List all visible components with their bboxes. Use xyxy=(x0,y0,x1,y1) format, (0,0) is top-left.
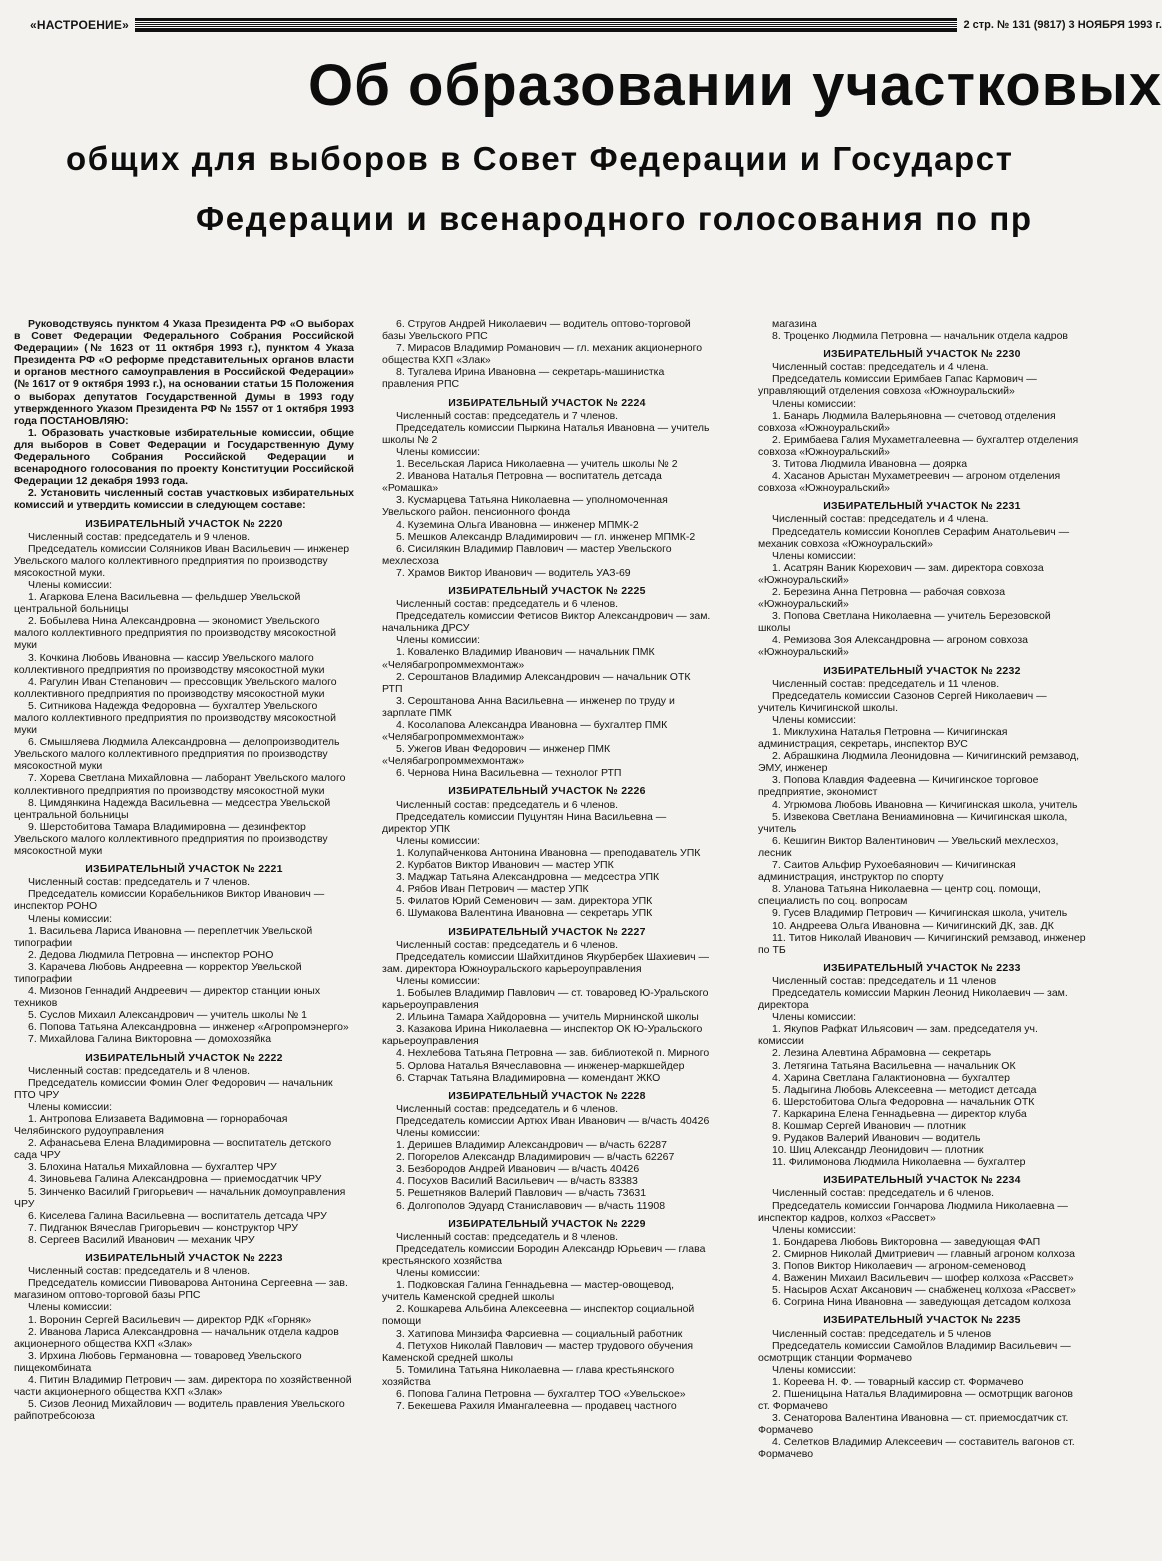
commission-member: 5. Насыров Асхат Аксанович — снабженец колхоза «Рассвет» xyxy=(772,1284,1077,1297)
commission-member: 1. Подковская Галина Геннадьевна — мастер-овощевод, учитель Каменской средней школы xyxy=(382,1279,675,1304)
commission-member: 7. Бекешева Рахиля Имангалеевна — продавец частного xyxy=(396,1400,677,1413)
commission-member: 9. Гусев Владимир Петрович — Кичигинская школа, учитель xyxy=(772,907,1068,920)
commission-member: 3. Кочкина Любовь Ивановна — кассир Увельского малого коллективного предприятия по производству мясокостной муки xyxy=(14,651,325,676)
commission-chair: Председатель комиссии Фомин Олег Федорович — начальник ПТО ЧРУ xyxy=(14,1076,333,1101)
commission-member: 2. Пшеницына Наталья Владимировна — осмотрщик вагонов ст. Формачево xyxy=(758,1387,1073,1413)
commission-member: 4. Хасанов Арыстан Мухаметреевич — агроном отделения совхоза «Южноуральский» xyxy=(758,470,1061,495)
newspaper-name: «НАСТРОЕНИЕ» xyxy=(30,18,129,32)
commission-member: 6. Киселева Галина Васильевна — воспитатель детсада ЧРУ xyxy=(28,1209,327,1222)
commission-member: 3. Сенаторова Валентина Ивановна — ст. приемосдатчик ст. Формачево xyxy=(758,1412,1069,1437)
headline-line-1: Об образовании участковых xyxy=(308,53,1162,118)
headline-line-2: общих для выборов в Совет Федерации и Государст xyxy=(66,140,1014,177)
commission-member: 4. Петухов Николай Павлович — мастер трудового обучения Каменской средней школы xyxy=(382,1339,694,1364)
precinct-title: ИЗБИРАТЕЛЬНЫЙ УЧАСТОК № 2229 xyxy=(448,1217,646,1230)
commission-member: 6. Кешигин Виктор Валентинович — Увельский мехлесхоз, лесник xyxy=(758,834,1059,859)
commission-member: 4. Рябов Иван Петрович — мастер УПК xyxy=(396,883,589,896)
commission-chair: Председатель комиссии Шайхитдинов Якурбербек Шахиевич — зам. директора Южноуральского карьероуправления xyxy=(382,950,710,975)
commission-member: 9. Рудаков Валерий Иванович — водитель xyxy=(772,1132,981,1145)
commission-member: 1. Воронин Сергей Васильевич — директор РДК «Горняк» xyxy=(28,1313,312,1326)
commission-member: 4. Угрюмова Любовь Ивановна — Кичигинская школа, учитель xyxy=(772,798,1078,811)
commission-member: 2. Кошкарева Альбина Алексеевна — инспектор социальной помощи xyxy=(382,1303,695,1328)
commission-member: 5. Мешков Александр Владимирович — гл. инженер МПМК-2 xyxy=(396,530,696,543)
commission-member: 9. Шерстобитова Тамара Владимировна — дезинфектор Увельского малого коллективного предприятия по производству мясокостной муки xyxy=(14,820,328,858)
commission-member: 3. Маджар Татьяна Александровна — медсестра УПК xyxy=(396,871,660,884)
commission-member: 2. Березина Анна Петровна — рабочая совхоза «Южноуральский» xyxy=(758,585,1006,611)
commission-size: Численный состав: председатель и 4 члена. xyxy=(772,513,989,526)
members-label: Члены комиссии: xyxy=(772,397,857,410)
commission-member: 4. Зиновьева Галина Александровна — приемосдатчик ЧРУ xyxy=(28,1173,322,1186)
members-label: Члены комиссии: xyxy=(772,713,857,726)
headline xyxy=(0,52,1162,282)
commission-member: 8. Кошмар Сергей Иванович — плотник xyxy=(772,1120,966,1132)
members-label: Члены комиссии: xyxy=(396,1127,481,1139)
commission-member: 10. Шиц Александр Леонидович — плотник xyxy=(772,1144,984,1157)
commission-size: Численный состав: председатель и 9 членов. xyxy=(28,530,251,543)
precinct-section xyxy=(382,1090,712,1212)
commission-member: 1. Якупов Рафкат Ильясович — зам. председателя уч. комиссии xyxy=(758,1023,1038,1048)
commission-size: Численный состав: председатель и 5 членов xyxy=(772,1327,992,1340)
commission-member: 1. Коваленко Владимир Иванович — начальник ПМК «Челябагропроммехмонтаж» xyxy=(382,646,655,671)
commission-size: Численный состав: председатель и 11 членов. xyxy=(772,677,1000,690)
commission-size: Численный состав: председатель и 8 членов. xyxy=(28,1265,251,1278)
members-label: Члены комиссии: xyxy=(772,1363,857,1376)
commission-member: 3. Попова Клавдия Фадеевна — Кичигинское торговое предприятие, экономист xyxy=(758,774,1039,799)
precinct-title: ИЗБИРАТЕЛЬНЫЙ УЧАСТОК № 2228 xyxy=(448,1089,646,1102)
precinct-title: ИЗБИРАТЕЛЬНЫЙ УЧАСТОК № 2224 xyxy=(448,396,646,409)
commission-member: 4. Харина Светлана Галактионовна — бухгалтер xyxy=(772,1071,1010,1084)
commission-size: Численный состав: председатель и 11 членов xyxy=(772,974,997,987)
members-label: Члены комиссии: xyxy=(772,1011,857,1024)
commission-member: 2. Бобылева Нина Александровна — экономист Увельского малого коллективного предприятия по производству мясокостной муки xyxy=(14,615,336,652)
commission-member: 5. Решетняков Валерий Павлович — в/часть 73631 xyxy=(396,1187,647,1200)
precinct-section xyxy=(14,1252,354,1422)
commission-member: 7. Каркарина Елена Геннадьевна — директор клуба xyxy=(772,1107,1027,1120)
commission-member: 8. Тугалева Ирина Ивановна — секретарь-машинистка правления РПС xyxy=(382,366,665,391)
precinct-section xyxy=(14,863,354,1045)
members-label: Члены комиссии: xyxy=(28,578,113,591)
commission-member: 3. Казакова Ирина Николаевна — инспектор ОК Ю-Уральского карьероуправления xyxy=(382,1023,703,1048)
precinct-title: ИЗБИРАТЕЛЬНЫЙ УЧАСТОК № 2220 xyxy=(85,517,283,530)
commission-member: 5. Томилина Татьяна Николаевна — глава крестьянского хозяйства xyxy=(382,1363,675,1388)
commission-chair: Председатель комиссии Еримбаев Гапас Кармович — управляющий отделения совхоза «Южноуральский» xyxy=(758,373,1037,398)
commission-member: 7. Храмов Виктор Иванович — водитель УАЗ-69 xyxy=(396,566,631,579)
issue-info: 2 стр. № 131 (9817) 3 НОЯБРЯ 1993 г. xyxy=(963,19,1162,31)
members-label: Члены комиссии: xyxy=(396,1267,481,1280)
precinct-section xyxy=(382,785,712,919)
commission-member: 2. Смирнов Николай Дмитриевич — главный агроном колхоза xyxy=(772,1247,1075,1260)
commission-member: 3. Попов Виктор Николаевич — агроном-семеновод xyxy=(772,1260,1026,1273)
members-label: Члены комиссии: xyxy=(28,912,113,925)
members-label: Члены комиссии: xyxy=(396,634,481,647)
commission-member: 4. Мизонов Геннадий Андреевич — директор станции юных техников xyxy=(14,985,321,1010)
commission-member: 6. Стругов Андрей Николаевич — водитель оптово-торговой базы Увельского РПС xyxy=(382,318,691,343)
commission-member: 1. Кореева Н. Ф. — товарный кассир ст. Формачево xyxy=(772,1375,1024,1388)
commission-member: 11. Титов Николай Иванович — Кичигинский ремзавод, инженер по ТБ xyxy=(758,931,1086,956)
commission-size: Численный состав: председатель и 4 члена. xyxy=(772,361,989,374)
commission-member: 6. Попова Галина Петровна — бухгалтер ТОО «Увельское» xyxy=(396,1387,686,1400)
commission-member: 7. Михайлова Галина Викторовна — домохозяйка xyxy=(28,1033,272,1046)
commission-chair: Председатель комиссии Коноплев Серафим Анатольевич — механик совхоза «Южноуральский» xyxy=(758,525,1070,550)
commission-member: 5. Зинченко Василий Григорьевич — начальник домоуправления ЧРУ xyxy=(14,1185,346,1210)
commission-member: 5. Ситникова Надежда Федоровна — бухгалтер Увельского малого коллективного предприятия по производству мясокостной муки xyxy=(14,699,336,737)
precinct-title: ИЗБИРАТЕЛЬНЫЙ УЧАСТОК № 2226 xyxy=(448,785,646,798)
commission-member: 3. Хатипова Минзифа Фарсиевна — социальный работник xyxy=(396,1327,683,1340)
commission-member: 6. Шумакова Валентина Ивановна — секретарь УПК xyxy=(396,907,653,920)
precinct-title: ИЗБИРАТЕЛЬНЫЙ УЧАСТОК № 2225 xyxy=(448,584,646,597)
precinct-section xyxy=(14,1052,354,1247)
commission-chair: Председатель комиссии Артюх Иван Иванович — в/часть 40426 xyxy=(396,1114,710,1127)
commission-size: Численный состав: председатель и 6 членов. xyxy=(396,1102,619,1115)
precinct-section xyxy=(758,500,1086,658)
precinct-section xyxy=(382,397,712,579)
commission-member: 1. Агаркова Елена Васильевна — фельдшер Увельской центральной больницы xyxy=(14,591,301,616)
precinct-section xyxy=(758,1314,1086,1460)
precinct-section xyxy=(382,926,712,1084)
commission-chair: Председатель комиссии Гончарова Людмила Николаевна — инспектор кадров, колхоз «Рассвет» xyxy=(758,1199,1068,1224)
commission-size: Численный состав: председатель и 6 членов. xyxy=(396,798,619,811)
commission-member: 7. Хорева Светлана Михайловна — лаборант Увельского малого коллективного предприятия по производству мясокостной муки xyxy=(14,772,346,797)
commission-member: 8. Уланова Татьяна Николаевна — центр соц. помощи, специалисть по соц. вопросам xyxy=(758,883,1041,908)
commission-chair: Председатель комиссии Соляников Иван Васильевич — инженер Увельского малого коллективного предприятия по производству мясокостной муки. xyxy=(14,542,350,579)
commission-member: 2. Абрашкина Людмила Леонидовна — Кичигинский ремзавод, ЭМУ, инженер xyxy=(758,750,1080,775)
commission-chair: Председатель комиссии Маркин Леонид Николаевич — зам. директора xyxy=(758,986,1068,1012)
commission-member: 5. Сизов Леонид Михайлович — водитель правления Увельского райпотребсоюза xyxy=(14,1398,345,1423)
commission-member: 2. Дедова Людмила Петровна — инспектор РОНО xyxy=(28,948,274,961)
commission-member: 6. Чернова Нина Васильевна — технолог РТП xyxy=(396,767,622,780)
commission-member: 8. Цимдянкина Надежда Васильевна — медсестра Увельской центральной больницы xyxy=(14,796,331,821)
members-label: Члены комиссии: xyxy=(28,1100,113,1113)
commission-member: 3. Карачева Любовь Андреевна — корректор Увельской типографии xyxy=(14,960,302,985)
header-rule xyxy=(135,18,958,32)
commission-member: 3. Попова Светлана Николаевна — учитель Березовской школы xyxy=(758,610,1051,635)
commission-size: Численный состав: председатель и 6 членов. xyxy=(772,1187,995,1200)
commission-chair: Председатель комиссии Корабельников Виктор Иванович — инспектор РОНО xyxy=(14,888,325,913)
commission-member: 2. Иванова Наталья Петровна — воспитатель детсада «Ромашка» xyxy=(382,470,662,495)
commission-member: 2. Курбатов Виктор Иванович — мастер УПК xyxy=(396,859,614,872)
commission-member: 1. Колупайченкова Антонина Ивановна — преподаватель УПК xyxy=(396,846,701,859)
precinct-title: ИЗБИРАТЕЛЬНЫЙ УЧАСТОК № 2230 xyxy=(823,348,1021,361)
commission-member: 4. Нехлебова Татьяна Петровна — зав. библиотекой п. Мирного xyxy=(396,1047,710,1060)
decree-paragraph: 1. Образовать участковые избирательные комиссии, общие для выборов в Совет Федерации и Государственную Думу Федерального Собрания Российской Федерации и всенародного голосования по проекту Конституции Российской Федерации 12 декабря 1993 года. xyxy=(14,426,354,488)
commission-chair: Председатель комиссии Сазонов Сергей Николаевич — учитель Кичигинской школы. xyxy=(758,689,1047,714)
precinct-section xyxy=(758,962,1086,1169)
commission-member: 3. Титова Людмила Ивановна — доярка xyxy=(772,458,968,471)
commission-member: 2. Ильина Тамара Хайдоровна — учитель Мирнинской школы xyxy=(396,1011,699,1024)
decree-paragraph: Руководствуясь пунктом 4 Указа Президента РФ «О выборах в Совет Федерации Федерального Собрания Российской Федерации» (№ 1623 от 11 октября 1993 г.), пунктом 4 Указа Президента РФ «О реформе представительных органов власти и органов местного самоуправления в Российской Федерации» (№ 1617 от 9 октября 1993 г.), на основании статьи 15 Положения о выборах депутатов Государственной Думы в 1993 году утвержденного Указом Президента РФ № 1557 от 1 октября 1993 года ПОСТАНОВЛЯЮ: xyxy=(14,318,354,427)
commission-member: 4. Рагулин Иван Степанович — прессовщик Увельского малого коллективного предприятия по производству мясокостной муки xyxy=(14,675,337,700)
commission-size: Численный состав: председатель и 6 членов. xyxy=(396,938,619,951)
commission-member: 7. Мирасов Владимир Романович — гл. механик акционерного общества КХП «Злак» xyxy=(382,342,703,367)
members-label: Члены комиссии: xyxy=(772,1223,857,1236)
commission-member: 1. Весельская Лариса Николаевна — учитель школы № 2 xyxy=(396,458,678,471)
commission-member: 4. Важенин Михаил Васильевич — шофер колхоза «Рассвет» xyxy=(772,1272,1074,1285)
commission-member: 1. Бондарева Любовь Викторовна — заведующая ФАП xyxy=(772,1235,1041,1248)
commission-member: 1. Деришев Владимир Александрович — в/часть 62287 xyxy=(396,1139,667,1152)
precinct-section xyxy=(758,1174,1086,1308)
commission-member: 1. Миклухина Наталья Петровна — Кичигинская администрация, секретарь, инспектор ВУС xyxy=(758,726,1008,751)
commission-chair: Председатель комиссии Пуцунтян Нина Васильевна — директор УПК xyxy=(382,810,667,835)
precinct-section xyxy=(382,1218,712,1413)
commission-member: 2. Погорелов Александр Владимирович — в/часть 62267 xyxy=(396,1151,675,1164)
members-label: Члены комиссии: xyxy=(772,549,857,562)
precinct-title: ИЗБИРАТЕЛЬНЫЙ УЧАСТОК № 2232 xyxy=(823,664,1021,677)
commission-member: магазина xyxy=(772,318,817,330)
commission-member: 3. Блохина Наталья Михайловна — бухгалтер ЧРУ xyxy=(28,1161,277,1174)
precinct-title: ИЗБИРАТЕЛЬНЫЙ УЧАСТОК № 2221 xyxy=(85,863,283,876)
precinct-section xyxy=(382,585,712,780)
commission-member: 5. Ладыгина Любовь Алексеевна — методист детсада xyxy=(772,1083,1037,1096)
commission-member: 3. Летягина Татьяна Васильевна — начальник ОК xyxy=(772,1059,1016,1072)
article-body xyxy=(0,308,1162,1561)
decree-intro xyxy=(14,318,354,512)
commission-chair: Председатель комиссии Самойлов Владимир Васильевич — осмотрщик станции Формачево xyxy=(758,1339,1071,1364)
commission-member: 1. Бобылев Владимир Павлович — ст. товаровед Ю-Уральского карьероуправления xyxy=(382,986,709,1012)
precinct-title: ИЗБИРАТЕЛЬНЫЙ УЧАСТОК № 2222 xyxy=(85,1051,283,1064)
precinct-title: ИЗБИРАТЕЛЬНЫЙ УЧАСТОК № 2233 xyxy=(823,961,1021,974)
commission-member: 6. Шерстобитова Ольга Федоровна — начальник ОТК xyxy=(772,1095,1035,1108)
commission-chair: Председатель комиссии Бородин Александр Юрьевич — глава крестьянского хозяйства xyxy=(382,1242,706,1267)
commission-size: Численный состав: председатель и 6 членов. xyxy=(396,598,619,611)
commission-member: 3. Кусмарцева Татьяна Николаевна — уполномоченная Увельского район. пенсионного фонда xyxy=(382,494,668,519)
commission-member: 7. Пидганюк Вячеслав Григорьевич — конструктор ЧРУ xyxy=(28,1221,298,1234)
commission-member: 10. Андреева Ольга Ивановна — Кичигинский ДК, зав. ДК xyxy=(772,919,1054,932)
commission-chair: Председатель комиссии Пивоварова Антонина Сергеевна — зав. магазином оптово-торговой базы РПС xyxy=(14,1277,348,1302)
headline-line-3: Федерации и всенародного голосования по пр xyxy=(196,200,1033,237)
commission-member: 4. Питин Владимир Петрович — зам. директора по хозяйственной части акционерного общества КХП «Злак» xyxy=(14,1373,352,1399)
commission-member: 1. Васильева Лариса Ивановна — переплетчик Увельской типографии xyxy=(14,924,313,949)
commission-member: 6. Попова Татьяна Александровна — инженер «Агропромэнерго» xyxy=(28,1021,349,1034)
precinct-title: ИЗБИРАТЕЛЬНЫЙ УЧАСТОК № 2231 xyxy=(823,500,1021,513)
commission-member: 6. Старчак Татьяна Владимировна — комендант ЖКО xyxy=(396,1071,661,1084)
commission-member: 5. Ужегов Иван Федорович — инженер ПМК «Челябагропроммехмонтаж» xyxy=(382,743,611,768)
commission-chair: Председатель комиссии Пыркина Наталья Ивановна — учитель школы № 2 xyxy=(382,421,710,446)
column-2 xyxy=(382,318,712,1412)
commission-member: 5. Суслов Михаил Александрович — учитель школы № 1 xyxy=(28,1009,307,1022)
commission-member: 8. Сергеев Василий Иванович — механик ЧРУ xyxy=(28,1233,255,1246)
commission-member: 5. Филатов Юрий Семенович — зам. директора УПК xyxy=(396,895,653,908)
commission-member: 6. Сисилякин Владимир Павлович — мастер Увельского мехлесхоза xyxy=(382,542,672,567)
commission-member: 5. Извекова Светлана Вениаминовна — Кичигинская школа, учитель xyxy=(758,810,1068,835)
members-label: Члены комиссии: xyxy=(396,445,481,458)
precinct-section xyxy=(758,665,1086,956)
commission-member: 1. Банарь Людмила Валерьяновна — счетовод отделения совхоза «Южноуральский» xyxy=(758,409,1056,434)
precinct-title: ИЗБИРАТЕЛЬНЫЙ УЧАСТОК № 2227 xyxy=(448,925,646,938)
precinct-section xyxy=(758,348,1086,494)
commission-size: Численный состав: председатель и 7 членов. xyxy=(396,409,619,422)
commission-member: 4. Косолапова Александра Ивановна — бухгалтер ПМК «Челябагропроммехмонтаж» xyxy=(382,719,668,744)
commission-member: 2. Серoштанов Владимир Александрович — начальник ОТК РТП xyxy=(382,670,691,695)
precinct-title: ИЗБИРАТЕЛЬНЫЙ УЧАСТОК № 2234 xyxy=(823,1174,1021,1187)
commission-size: Численный состав: председатель и 7 членов. xyxy=(28,876,251,889)
commission-member: 3. Безбородов Андрей Иванович — в/часть 40426 xyxy=(396,1163,640,1176)
page-header xyxy=(30,14,1162,36)
commission-member: 3. Ирхина Любовь Германовна — товаровед Увельского пищекомбината xyxy=(14,1349,302,1374)
commission-member: 2. Иванова Лариса Александровна — начальник отдела кадров акционерного общества КХП «Злак» xyxy=(14,1325,339,1350)
commission-size: Численный состав: председатель и 8 членов. xyxy=(28,1064,251,1077)
members-label: Члены комиссии: xyxy=(28,1301,113,1314)
commission-member: 1. Антропова Елизавета Вадимовна — горнорабочая Челябинского рудоуправления xyxy=(14,1113,288,1138)
commission-member: 6. Долгополов Эдуард Станиславович — в/часть 11908 xyxy=(396,1199,666,1212)
commission-member: 11. Филимонова Людмила Николаевна — бухгалтер xyxy=(772,1156,1026,1169)
commission-member: 6. Смышляева Людмила Александровна — делопроизводитель Увельского малого коллективного предприятия по производству мясокостной муки xyxy=(14,736,340,773)
precinct-title: ИЗБИРАТЕЛЬНЫЙ УЧАСТОК № 2235 xyxy=(823,1314,1021,1327)
column-3 xyxy=(758,318,1086,1461)
commission-member: 6. Согрина Нина Ивановна — заведующая детсадом колхоза xyxy=(772,1296,1071,1309)
commission-member: 4. Селетков Владимир Алексеевич — составитель вагонов ст. Формачево xyxy=(758,1436,1075,1461)
commission-member: 8. Троценко Людмила Петровна — начальник отдела кадров xyxy=(772,330,1068,343)
commission-member: 3. Серoштанова Анна Васильевна — инженер по труду и зарплате ПМК xyxy=(382,694,675,719)
commission-member: 2. Лезина Алевтина Абрамовна — секретарь xyxy=(772,1047,992,1060)
commission-chair: Председатель комиссии Фетисов Виктор Александрович — зам. начальника ДРСУ xyxy=(382,610,711,635)
precinct-section xyxy=(14,518,354,858)
commission-member: 2. Еримбаева Галия Мухаметгалеевна — бухгалтер отделения совхоза «Южноуральский» xyxy=(758,433,1079,458)
decree-paragraph: 2. Установить численный состав участковых избирательных комиссий и утвердить комиссии в следующем составе: xyxy=(14,487,354,512)
column-1 xyxy=(14,318,354,1422)
commission-size: Численный состав: председатель и 8 членов. xyxy=(396,1230,619,1243)
members-label: Члены комиссии: xyxy=(396,974,481,987)
precinct-title: ИЗБИРАТЕЛЬНЫЙ УЧАСТОК № 2223 xyxy=(85,1252,283,1265)
commission-member: 2. Афанасьева Елена Владимировна — воспитатель детского сада ЧРУ xyxy=(14,1137,332,1162)
commission-member: 4. Ремизова Зоя Александровна — агроном совхоза «Южноуральский» xyxy=(758,634,1029,659)
members-label: Члены комиссии: xyxy=(396,834,481,847)
commission-member: 4. Посухов Василий Васильевич — в/часть 83383 xyxy=(396,1175,638,1188)
commission-member: 5. Орлова Наталья Вячеславовна — инженер-маркшейдер xyxy=(396,1059,685,1072)
commission-member: 1. Асатрян Ваник Кюрехович — зам. директора совхоза «Южноуральский» xyxy=(758,561,1044,586)
commission-member: 7. Саитов Альфир Рухое6аянович — Кичигинская администрация, инструктор по спорту xyxy=(758,859,1016,884)
commission-member: 4. Куземина Ольга Ивановна — инженер МПМК-2 xyxy=(396,518,639,531)
